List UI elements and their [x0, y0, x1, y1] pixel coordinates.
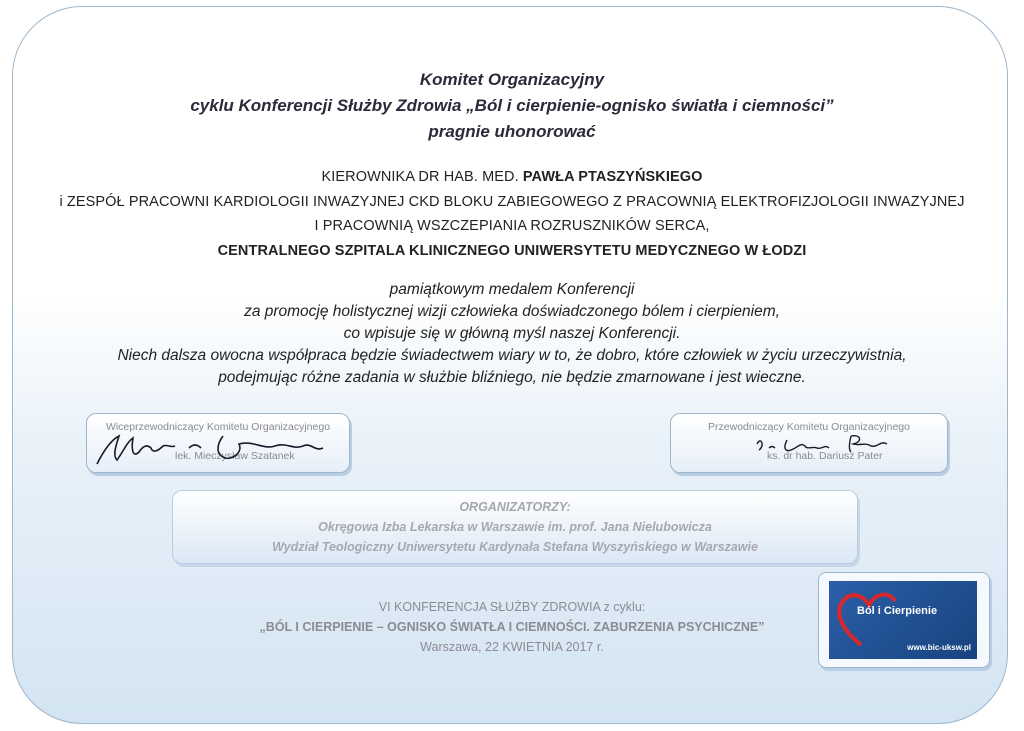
- handwritten-signature-right: [751, 428, 911, 458]
- logo-url[interactable]: www.bic-uksw.pl: [907, 643, 971, 652]
- logo-title: Ból i Cierpienie: [857, 605, 938, 617]
- organizers-heading: ORGANIZATORZY:: [459, 500, 571, 514]
- citation-line: Niech dalsza owocna współpraca będzie świadectwem wiary w to, że dobro, które człowiek w życiu urzeczywistnia,: [117, 347, 907, 364]
- handwritten-signature-left: [93, 422, 343, 468]
- recipient-team: i ZESPÓŁ PRACOWNI KARDIOLOGII INWAZYJNEJ CKD BLOKU ZABIEGOWEGO Z PRACOWNIĄ ELEKTROFIZJOLOGII INWAZYJNEJ: [59, 194, 965, 210]
- citation-line: za promocję holistycznej wizji człowieka doświadczonego bólem i cierpieniem,: [244, 303, 780, 320]
- citation-line: podejmując różne zadania w służbie bliźniego, nie będzie zmarnowane i jest wieczne.: [218, 369, 806, 386]
- signature-title-right: Przewodniczący Komitetu Organizacyjnego: [708, 421, 910, 433]
- conference-logo-frame: [818, 572, 990, 668]
- recipient-team-2: I PRACOWNIĄ WSZCZEPIANIA ROZRUSZNIKÓW SERCA,: [314, 218, 710, 234]
- organizer-faculty: Wydział Teologiczny Uniwersytetu Kardynała Stefana Wyszyńskiego w Warszawie: [272, 540, 758, 554]
- footer-date: Warszawa, 22 KWIETNIA 2017 r.: [420, 640, 604, 654]
- recipient-prefix: KIEROWNIKA DR HAB. MED.: [321, 169, 523, 185]
- signature-title-left: Wiceprzewodniczący Komitetu Organizacyjnego: [105, 421, 331, 433]
- organizer-chamber: Okręgowa Izba Lekarska w Warszawie im. prof. Jana Nielubowicza: [318, 520, 712, 534]
- signature-name-left: lek. Mieczysław Szatanek: [175, 450, 295, 462]
- footer-cycle-title: „BÓL I CIERPIENIE – OGNISKO ŚWIATŁA I CIEMNOŚCI. ZABURZENIA PSYCHICZNE”: [259, 620, 765, 634]
- signature-name-right: ks. dr hab. Dariusz Pater: [767, 450, 883, 462]
- signature-box-right: [670, 413, 948, 473]
- organizers-box: [172, 490, 858, 564]
- recipient-name: PAWŁA PTASZYŃSKIEGO: [522, 169, 703, 185]
- footer-cycle-word: z cyklu:: [600, 600, 646, 614]
- conference-logo: [829, 581, 977, 659]
- honor-phrase: pragnie uhonorować: [428, 122, 596, 141]
- footer-conference-name: VI KONFERENCJA SŁUŻBY ZDROWIA: [378, 600, 601, 614]
- signature-box-left: [86, 413, 350, 473]
- conference-cycle-title: cyklu Konferencji Służby Zdrowia „Ból i cierpienie-ognisko światła i ciemności”: [190, 96, 834, 115]
- committee-title: Komitet Organizacyjny: [419, 70, 605, 89]
- recipient-hospital: CENTRALNEGO SZPITALA KLINICZNEGO UNIWERSYTETU MEDYCZNEGO W ŁODZI: [217, 243, 807, 259]
- citation-line: co wpisuje się w główną myśl naszej Konferencji.: [343, 325, 681, 342]
- recipient-head: [0, 169, 1024, 185]
- citation-line: pamiątkowym medalem Konferencji: [389, 281, 635, 298]
